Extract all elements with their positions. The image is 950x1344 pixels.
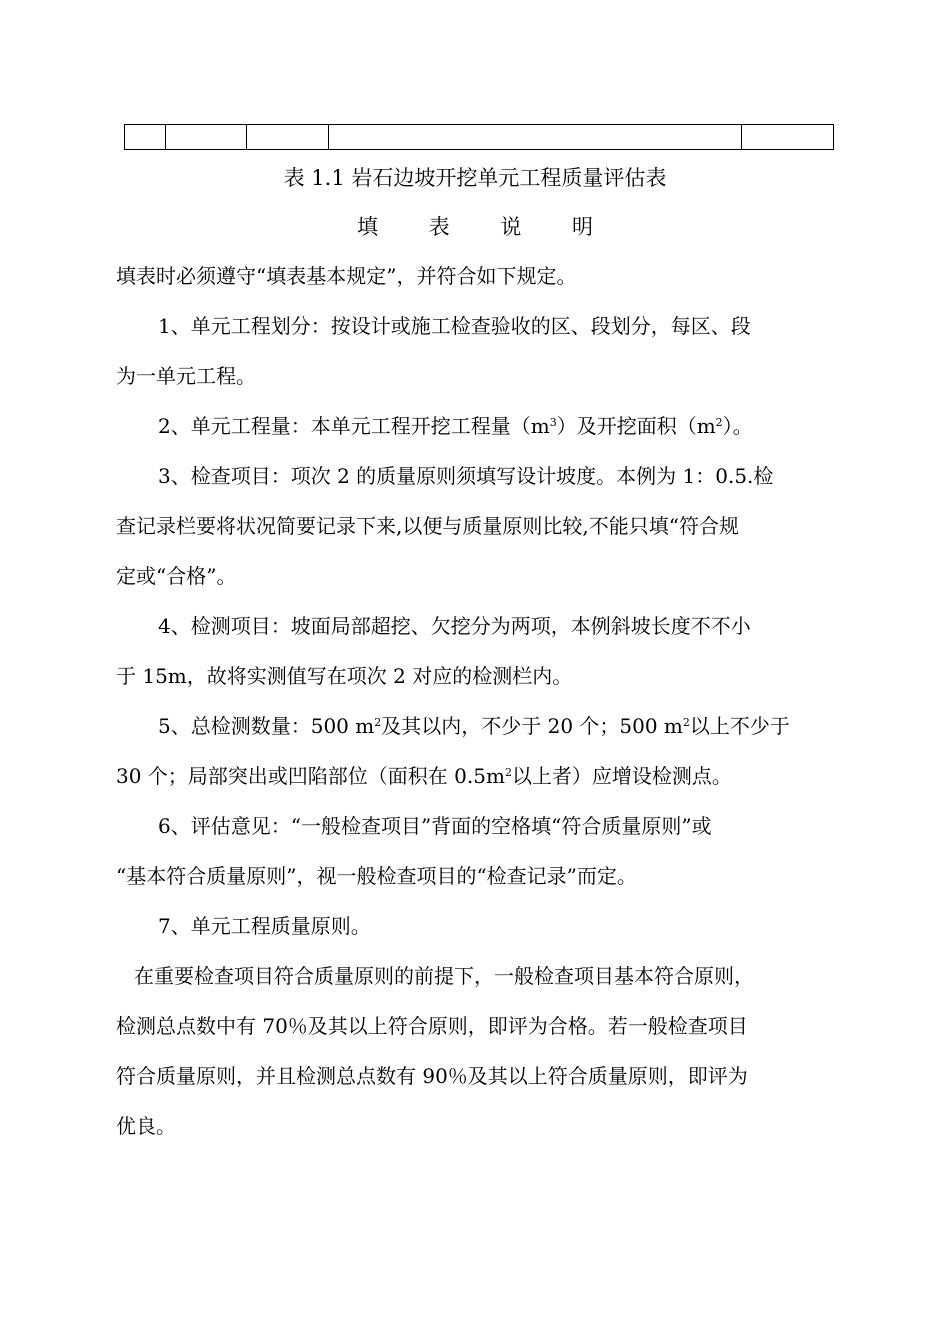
- section-title: 填 表 说 明: [356, 215, 616, 239]
- paragraph-8-line-3: 符合质量原则，并且检测总点数有 90％及其以上符合质量原则，即评为: [116, 1064, 748, 1088]
- paragraph-3-line-1: 3、检查项目：项次 2 的质量原则须填写设计坡度。本例为 1：0.5.检: [158, 464, 774, 488]
- table-cell: [125, 125, 166, 150]
- table-cell: [166, 125, 247, 150]
- paragraph-8-line-2: 检测总点数中有 70％及其以上符合原则，即评为合格。若一般检查项目: [116, 1014, 748, 1038]
- paragraph-3-line-2: 查记录栏要将状况简要记录下来,以便与质量原则比较,不能只填“符合规: [116, 514, 739, 538]
- paragraph-1-line-2: 为一单元工程。: [116, 364, 256, 388]
- paragraph-8-line-4: 优良。: [116, 1114, 176, 1138]
- paragraph-5-line-1: 5、总检测数量：500 $m^2$及其以内，不少于 20 个；500 $m^2$以上不少于: [158, 714, 790, 738]
- paragraph-6-line-2: “基本符合质量原则”，视一般检查项目的“检查记录”而定。: [116, 864, 637, 888]
- paragraph-2: 2、单元工程量：本单元工程开挖工程量$(m^3)$及开挖面积$(m^2)$。: [158, 414, 753, 438]
- paragraph-1-line-1: 1、单元工程划分：按设计或施工检查验收的区、段划分，每区、段: [158, 314, 751, 338]
- paragraph-6-line-1: 6、评估意见：“一般检查项目”背面的空格填“符合质量原则”或: [158, 814, 712, 838]
- intro-text: 填表时必须遵守“填表基本规定”，并符合如下规定。: [116, 264, 577, 288]
- table-cell: [329, 125, 742, 150]
- paragraph-8-line-1: 在重要检查项目符合质量原则的前提下，一般检查项目基本符合原则，: [134, 964, 754, 988]
- table-fragment: [124, 124, 834, 150]
- paragraph-7: 7、单元工程质量原则。: [158, 914, 371, 938]
- paragraph-4-line-1: 4、检测项目：坡面局部超挖、欠挖分为两项，本例斜坡长度不不小: [158, 614, 751, 638]
- paragraph-5-line-2: 30 个；局部突出或凹陷部位（面积在 $0.5m^2$以上者）应增设检测点。: [116, 764, 732, 788]
- table-cell: [247, 125, 329, 150]
- paragraph-4-line-2: 于 15m，故将实测值写在项次 2 对应的检测栏内。: [116, 664, 573, 688]
- table-cell: [742, 125, 834, 150]
- paragraph-3-line-3: 定或“合格”。: [116, 564, 237, 588]
- table-title: 表 1.1 岩石边坡开挖单元工程质量评估表: [283, 166, 667, 190]
